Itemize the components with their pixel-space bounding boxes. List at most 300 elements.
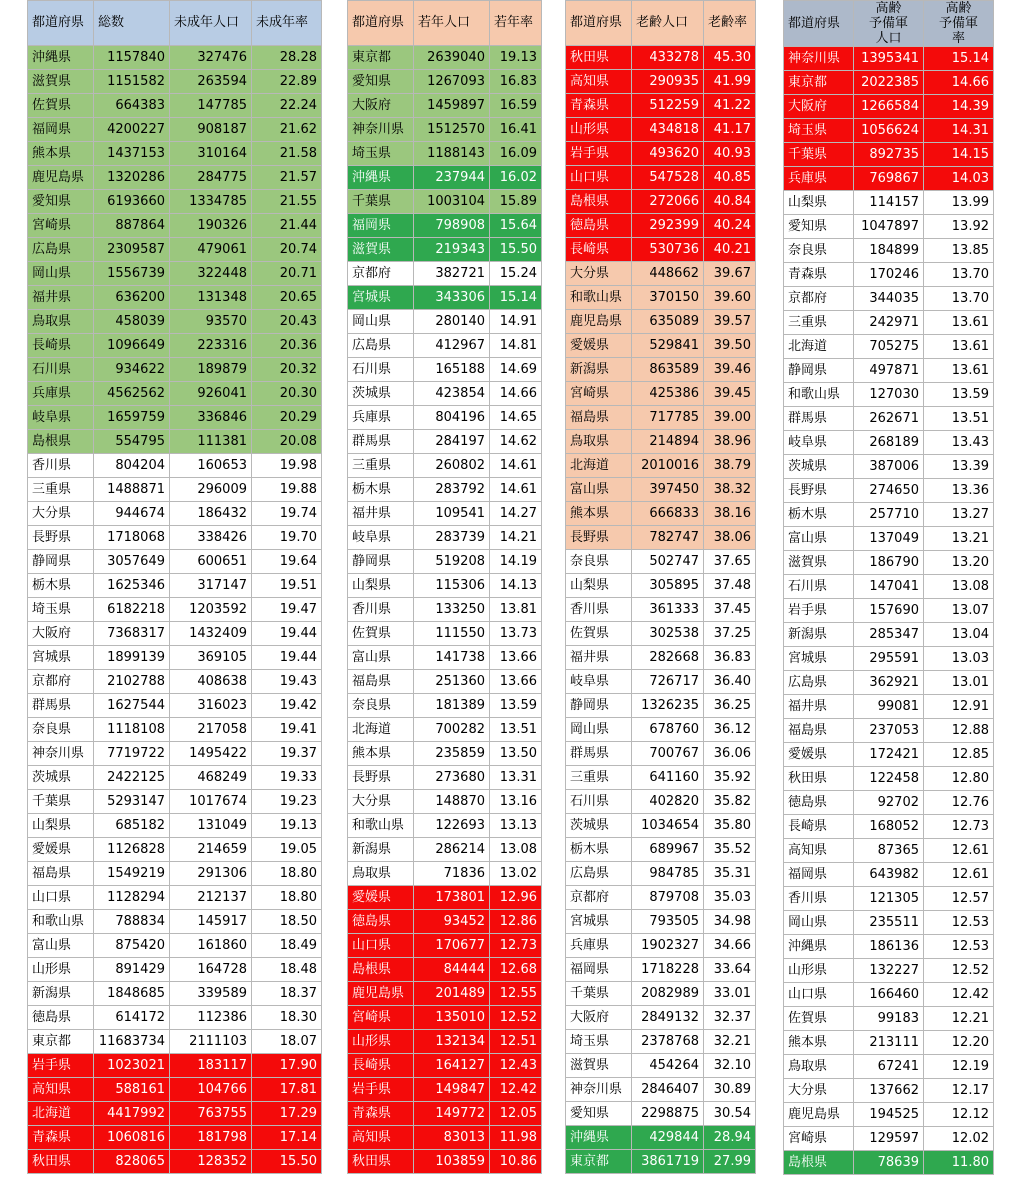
cell-minor-population: 217058 <box>170 718 252 742</box>
cell-prefecture: 山形県 <box>348 1030 414 1054</box>
cell-pre-elderly-rate: 13.61 <box>924 335 994 359</box>
cell-elderly-population: 793505 <box>632 910 704 934</box>
cell-minor-rate: 18.50 <box>252 910 322 934</box>
cell-prefecture: 大分県 <box>348 790 414 814</box>
cell-pre-elderly-population: 121305 <box>854 887 924 911</box>
cell-minor-population: 316023 <box>170 694 252 718</box>
cell-young-rate: 13.08 <box>490 838 542 862</box>
cell-prefecture: 鳥取県 <box>566 430 632 454</box>
table-row <box>566 94 756 118</box>
cell-minor-rate: 21.62 <box>252 118 322 142</box>
cell-prefecture: 埼玉県 <box>784 119 854 143</box>
cell-pre-elderly-rate: 13.92 <box>924 215 994 239</box>
table-row <box>28 214 322 238</box>
cell-pre-elderly-population: 387006 <box>854 455 924 479</box>
cell-young-population: 1512570 <box>414 118 490 142</box>
cell-prefecture: 愛媛県 <box>28 838 94 862</box>
cell-prefecture: 新潟県 <box>28 982 94 1006</box>
cell-minor-population: 111381 <box>170 430 252 454</box>
table-row <box>566 982 756 1006</box>
cell-prefecture: 静岡県 <box>784 359 854 383</box>
cell-elderly-population: 370150 <box>632 286 704 310</box>
col-header-prefecture: 都道府県 <box>28 1 94 46</box>
table-row <box>784 215 994 239</box>
cell-elderly-population: 635089 <box>632 310 704 334</box>
cell-young-population: 260802 <box>414 454 490 478</box>
cell-prefecture: 愛知県 <box>348 70 414 94</box>
cell-prefecture: 千葉県 <box>566 982 632 1006</box>
cell-prefecture: 岩手県 <box>28 1054 94 1078</box>
cell-prefecture: 京都府 <box>28 670 94 694</box>
table-row <box>784 1055 994 1079</box>
table-row <box>28 502 322 526</box>
cell-minor-population: 408638 <box>170 670 252 694</box>
cell-prefecture: 岡山県 <box>566 718 632 742</box>
cell-total: 2309587 <box>94 238 170 262</box>
cell-elderly-population: 2298875 <box>632 1102 704 1126</box>
table-row <box>566 382 756 406</box>
table-row <box>784 575 994 599</box>
cell-pre-elderly-rate: 13.27 <box>924 503 994 527</box>
table-row <box>348 550 542 574</box>
cell-elderly-rate: 32.21 <box>704 1030 756 1054</box>
table-row <box>784 287 994 311</box>
cell-young-population: 103859 <box>414 1150 490 1174</box>
table-row <box>348 142 542 166</box>
table-row <box>784 887 994 911</box>
cell-minor-rate: 20.43 <box>252 310 322 334</box>
cell-pre-elderly-population: 184899 <box>854 239 924 263</box>
cell-prefecture: 大分県 <box>784 1079 854 1103</box>
table-header-row <box>784 1 994 47</box>
table-row <box>566 862 756 886</box>
cell-total: 4562562 <box>94 382 170 406</box>
cell-pre-elderly-population: 186136 <box>854 935 924 959</box>
cell-minor-rate: 18.80 <box>252 886 322 910</box>
cell-young-rate: 15.64 <box>490 214 542 238</box>
cell-elderly-population: 302538 <box>632 622 704 646</box>
cell-pre-elderly-population: 274650 <box>854 479 924 503</box>
table-row <box>566 1054 756 1078</box>
cell-prefecture: 和歌山県 <box>28 910 94 934</box>
cell-pre-elderly-population: 157690 <box>854 599 924 623</box>
table-row <box>348 982 542 1006</box>
cell-prefecture: 大阪府 <box>348 94 414 118</box>
cell-minor-population: 1432409 <box>170 622 252 646</box>
cell-pre-elderly-population: 237053 <box>854 719 924 743</box>
cell-prefecture: 三重県 <box>566 766 632 790</box>
cell-elderly-population: 879708 <box>632 886 704 910</box>
cell-minor-rate: 20.32 <box>252 358 322 382</box>
cell-total: 1157840 <box>94 46 170 70</box>
cell-total: 891429 <box>94 958 170 982</box>
cell-elderly-rate: 33.64 <box>704 958 756 982</box>
cell-prefecture: 三重県 <box>784 311 854 335</box>
cell-minor-rate: 28.28 <box>252 46 322 70</box>
cell-prefecture: 高知県 <box>566 70 632 94</box>
cell-prefecture: 鹿児島県 <box>28 166 94 190</box>
cell-minor-rate: 21.57 <box>252 166 322 190</box>
cell-prefecture: 青森県 <box>566 94 632 118</box>
table-row <box>784 359 994 383</box>
cell-prefecture: 京都府 <box>566 886 632 910</box>
cell-young-rate: 12.51 <box>490 1030 542 1054</box>
cell-young-rate: 13.59 <box>490 694 542 718</box>
cell-minor-rate: 17.81 <box>252 1078 322 1102</box>
cell-total: 1128294 <box>94 886 170 910</box>
cell-elderly-population: 782747 <box>632 526 704 550</box>
cell-prefecture: 香川県 <box>784 887 854 911</box>
cell-pre-elderly-population: 129597 <box>854 1127 924 1151</box>
cell-prefecture: 奈良県 <box>28 718 94 742</box>
cell-pre-elderly-rate: 12.91 <box>924 695 994 719</box>
cell-elderly-population: 2010016 <box>632 454 704 478</box>
cell-prefecture: 岡山県 <box>348 310 414 334</box>
cell-minor-rate: 19.41 <box>252 718 322 742</box>
table-row <box>348 478 542 502</box>
cell-total: 6193660 <box>94 190 170 214</box>
cell-total: 1320286 <box>94 166 170 190</box>
cell-young-population: 283792 <box>414 478 490 502</box>
table-minor-population <box>27 0 322 1174</box>
cell-young-population: 798908 <box>414 214 490 238</box>
table-row <box>28 766 322 790</box>
col-header-prefecture: 都道府県 <box>784 1 854 47</box>
table-row <box>348 526 542 550</box>
cell-prefecture: 兵庫県 <box>348 406 414 430</box>
table-row <box>566 550 756 574</box>
cell-prefecture: 埼玉県 <box>28 598 94 622</box>
table-row <box>348 406 542 430</box>
cell-pre-elderly-rate: 12.57 <box>924 887 994 911</box>
cell-prefecture: 熊本県 <box>348 742 414 766</box>
cell-elderly-population: 429844 <box>632 1126 704 1150</box>
table-row <box>348 790 542 814</box>
table-row <box>784 1151 994 1175</box>
cell-prefecture: 埼玉県 <box>348 142 414 166</box>
cell-pre-elderly-rate: 12.76 <box>924 791 994 815</box>
table-row <box>784 839 994 863</box>
cell-minor-rate: 19.47 <box>252 598 322 622</box>
table-row <box>28 718 322 742</box>
cell-young-rate: 16.59 <box>490 94 542 118</box>
cell-young-population: 164127 <box>414 1054 490 1078</box>
table-row <box>28 1030 322 1054</box>
cell-pre-elderly-population: 122458 <box>854 767 924 791</box>
cell-prefecture: 栃木県 <box>28 574 94 598</box>
cell-elderly-population: 547528 <box>632 166 704 190</box>
cell-prefecture: 山梨県 <box>28 814 94 838</box>
cell-prefecture: 大阪府 <box>566 1006 632 1030</box>
table-row <box>566 70 756 94</box>
cell-minor-rate: 22.89 <box>252 70 322 94</box>
cell-prefecture: 佐賀県 <box>784 1007 854 1031</box>
cell-young-rate: 14.66 <box>490 382 542 406</box>
cell-minor-population: 468249 <box>170 766 252 790</box>
cell-elderly-population: 502747 <box>632 550 704 574</box>
table-row <box>28 886 322 910</box>
cell-young-population: 109541 <box>414 502 490 526</box>
cell-young-rate: 16.83 <box>490 70 542 94</box>
table-row <box>566 958 756 982</box>
table-header-row <box>566 1 756 46</box>
cell-young-population: 412967 <box>414 334 490 358</box>
cell-minor-population: 369105 <box>170 646 252 670</box>
cell-minor-rate: 17.29 <box>252 1102 322 1126</box>
table-row <box>784 503 994 527</box>
table-row <box>348 670 542 694</box>
cell-prefecture: 山梨県 <box>566 574 632 598</box>
cell-prefecture: 長崎県 <box>566 238 632 262</box>
cell-elderly-population: 512259 <box>632 94 704 118</box>
cell-elderly-rate: 38.06 <box>704 526 756 550</box>
cell-minor-population: 1495422 <box>170 742 252 766</box>
cell-young-rate: 12.86 <box>490 910 542 934</box>
table-row <box>784 1031 994 1055</box>
cell-young-population: 237944 <box>414 166 490 190</box>
cell-young-population: 382721 <box>414 262 490 286</box>
cell-young-population: 149847 <box>414 1078 490 1102</box>
table-row <box>28 622 322 646</box>
table-row <box>784 551 994 575</box>
cell-pre-elderly-population: 268189 <box>854 431 924 455</box>
cell-total: 934622 <box>94 358 170 382</box>
cell-total: 6182218 <box>94 598 170 622</box>
table-row <box>348 94 542 118</box>
cell-pre-elderly-population: 132227 <box>854 959 924 983</box>
cell-prefecture: 愛媛県 <box>566 334 632 358</box>
cell-prefecture: 神奈川県 <box>348 118 414 142</box>
cell-minor-rate: 20.08 <box>252 430 322 454</box>
cell-prefecture: 千葉県 <box>348 190 414 214</box>
cell-elderly-population: 2378768 <box>632 1030 704 1054</box>
cell-elderly-population: 290935 <box>632 70 704 94</box>
cell-young-population: 181389 <box>414 694 490 718</box>
cell-minor-population: 327476 <box>170 46 252 70</box>
cell-prefecture: 高知県 <box>28 1078 94 1102</box>
cell-elderly-population: 1902327 <box>632 934 704 958</box>
table-row <box>28 910 322 934</box>
cell-prefecture: 沖縄県 <box>784 935 854 959</box>
cell-minor-rate: 17.90 <box>252 1054 322 1078</box>
cell-elderly-rate: 36.12 <box>704 718 756 742</box>
cell-elderly-population: 272066 <box>632 190 704 214</box>
cell-minor-population: 908187 <box>170 118 252 142</box>
cell-young-population: 201489 <box>414 982 490 1006</box>
cell-elderly-rate: 38.79 <box>704 454 756 478</box>
cell-prefecture: 島根県 <box>566 190 632 214</box>
cell-total: 458039 <box>94 310 170 334</box>
table-row <box>784 623 994 647</box>
cell-minor-rate: 19.33 <box>252 766 322 790</box>
cell-elderly-rate: 34.98 <box>704 910 756 934</box>
cell-prefecture: 茨城県 <box>566 814 632 838</box>
cell-prefecture: 茨城県 <box>348 382 414 406</box>
table-row <box>28 46 322 70</box>
cell-elderly-rate: 35.80 <box>704 814 756 838</box>
cell-minor-population: 161860 <box>170 934 252 958</box>
cell-prefecture: 福島県 <box>784 719 854 743</box>
cell-minor-population: 322448 <box>170 262 252 286</box>
cell-total: 636200 <box>94 286 170 310</box>
cell-pre-elderly-population: 769867 <box>854 167 924 191</box>
table-row <box>28 454 322 478</box>
cell-minor-population: 336846 <box>170 406 252 430</box>
cell-prefecture: 広島県 <box>566 862 632 886</box>
cell-young-population: 141738 <box>414 646 490 670</box>
cell-minor-population: 164728 <box>170 958 252 982</box>
table-row <box>784 311 994 335</box>
cell-young-population: 343306 <box>414 286 490 310</box>
cell-elderly-population: 689967 <box>632 838 704 862</box>
cell-elderly-rate: 39.00 <box>704 406 756 430</box>
cell-prefecture: 北海道 <box>28 1102 94 1126</box>
table-row <box>28 334 322 358</box>
table-row <box>348 910 542 934</box>
cell-young-population: 700282 <box>414 718 490 742</box>
table-row <box>784 191 994 215</box>
table-row <box>28 790 322 814</box>
cell-prefecture: 滋賀県 <box>348 238 414 262</box>
cell-prefecture: 宮城県 <box>566 910 632 934</box>
cell-total: 944674 <box>94 502 170 526</box>
cell-prefecture: 福島県 <box>566 406 632 430</box>
table-row <box>784 239 994 263</box>
cell-prefecture: 長崎県 <box>348 1054 414 1078</box>
cell-pre-elderly-rate: 14.31 <box>924 119 994 143</box>
cell-pre-elderly-rate: 13.07 <box>924 599 994 623</box>
cell-pre-elderly-rate: 13.61 <box>924 359 994 383</box>
table-row <box>348 382 542 406</box>
cell-prefecture: 鹿児島県 <box>784 1103 854 1127</box>
cell-prefecture: 福井県 <box>28 286 94 310</box>
cell-minor-population: 291306 <box>170 862 252 886</box>
cell-pre-elderly-rate: 12.19 <box>924 1055 994 1079</box>
cell-total: 685182 <box>94 814 170 838</box>
table-row <box>784 599 994 623</box>
cell-young-population: 280140 <box>414 310 490 334</box>
cell-pre-elderly-rate: 14.15 <box>924 143 994 167</box>
cell-minor-population: 339589 <box>170 982 252 1006</box>
cell-elderly-population: 454264 <box>632 1054 704 1078</box>
table-row <box>348 214 542 238</box>
cell-elderly-rate: 45.30 <box>704 46 756 70</box>
cell-elderly-rate: 35.03 <box>704 886 756 910</box>
cell-pre-elderly-rate: 13.36 <box>924 479 994 503</box>
cell-prefecture: 島根県 <box>348 958 414 982</box>
cell-total: 1627544 <box>94 694 170 718</box>
cell-elderly-rate: 34.66 <box>704 934 756 958</box>
cell-minor-population: 181798 <box>170 1126 252 1150</box>
cell-elderly-rate: 39.46 <box>704 358 756 382</box>
cell-pre-elderly-rate: 13.20 <box>924 551 994 575</box>
cell-prefecture: 広島県 <box>348 334 414 358</box>
cell-total: 4200227 <box>94 118 170 142</box>
table-row <box>348 430 542 454</box>
cell-young-population: 148870 <box>414 790 490 814</box>
cell-prefecture: 佐賀県 <box>28 94 94 118</box>
cell-pre-elderly-rate: 13.70 <box>924 287 994 311</box>
cell-prefecture: 宮崎県 <box>566 382 632 406</box>
cell-young-population: 165188 <box>414 358 490 382</box>
table-row <box>784 263 994 287</box>
cell-minor-population: 1017674 <box>170 790 252 814</box>
cell-prefecture: 滋賀県 <box>28 70 94 94</box>
table-row <box>348 166 542 190</box>
cell-prefecture: 東京都 <box>348 46 414 70</box>
table-row <box>784 815 994 839</box>
cell-young-population: 1267093 <box>414 70 490 94</box>
cell-prefecture: 滋賀県 <box>566 1054 632 1078</box>
cell-prefecture: 福井県 <box>348 502 414 526</box>
cell-pre-elderly-population: 344035 <box>854 287 924 311</box>
cell-minor-population: 1334785 <box>170 190 252 214</box>
cell-pre-elderly-population: 137049 <box>854 527 924 551</box>
cell-prefecture: 石川県 <box>348 358 414 382</box>
cell-elderly-rate: 33.01 <box>704 982 756 1006</box>
cell-pre-elderly-population: 262671 <box>854 407 924 431</box>
cell-prefecture: 福島県 <box>28 862 94 886</box>
cell-young-population: 1188143 <box>414 142 490 166</box>
cell-prefecture: 京都府 <box>348 262 414 286</box>
table-row <box>566 1006 756 1030</box>
cell-total: 1151582 <box>94 70 170 94</box>
cell-prefecture: 奈良県 <box>348 694 414 718</box>
cell-young-rate: 15.50 <box>490 238 542 262</box>
cell-pre-elderly-rate: 12.12 <box>924 1103 994 1127</box>
cell-pre-elderly-rate: 14.39 <box>924 95 994 119</box>
cell-young-rate: 16.41 <box>490 118 542 142</box>
cell-young-rate: 13.81 <box>490 598 542 622</box>
table-row <box>28 1102 322 1126</box>
col-header-pre-elderly-rate: 高齢 予備軍 率 <box>924 1 994 47</box>
cell-minor-rate: 19.13 <box>252 814 322 838</box>
cell-prefecture: 富山県 <box>566 478 632 502</box>
cell-prefecture: 大阪府 <box>28 622 94 646</box>
cell-pre-elderly-population: 99183 <box>854 1007 924 1031</box>
cell-prefecture: 愛媛県 <box>784 743 854 767</box>
cell-young-rate: 13.02 <box>490 862 542 886</box>
cell-elderly-rate: 27.99 <box>704 1150 756 1174</box>
table-row <box>28 574 322 598</box>
cell-young-population: 219343 <box>414 238 490 262</box>
cell-elderly-rate: 39.50 <box>704 334 756 358</box>
cell-elderly-rate: 36.06 <box>704 742 756 766</box>
cell-total: 1488871 <box>94 478 170 502</box>
cell-elderly-rate: 35.31 <box>704 862 756 886</box>
table-row <box>348 1150 542 1174</box>
cell-minor-rate: 20.74 <box>252 238 322 262</box>
table-row <box>566 598 756 622</box>
cell-prefecture: 東京都 <box>566 1150 632 1174</box>
table-row <box>566 838 756 862</box>
cell-elderly-rate: 37.25 <box>704 622 756 646</box>
cell-total: 588161 <box>94 1078 170 1102</box>
cell-young-rate: 14.91 <box>490 310 542 334</box>
cell-young-population: 83013 <box>414 1126 490 1150</box>
cell-pre-elderly-population: 172421 <box>854 743 924 767</box>
cell-prefecture: 沖縄県 <box>28 46 94 70</box>
table-row <box>566 406 756 430</box>
table-header-row <box>348 1 542 46</box>
cell-minor-population: 186432 <box>170 502 252 526</box>
cell-elderly-rate: 28.94 <box>704 1126 756 1150</box>
cell-minor-population: 131049 <box>170 814 252 838</box>
table-row <box>784 119 994 143</box>
cell-prefecture: 茨城県 <box>784 455 854 479</box>
cell-young-population: 173801 <box>414 886 490 910</box>
cell-pre-elderly-rate: 12.02 <box>924 1127 994 1151</box>
